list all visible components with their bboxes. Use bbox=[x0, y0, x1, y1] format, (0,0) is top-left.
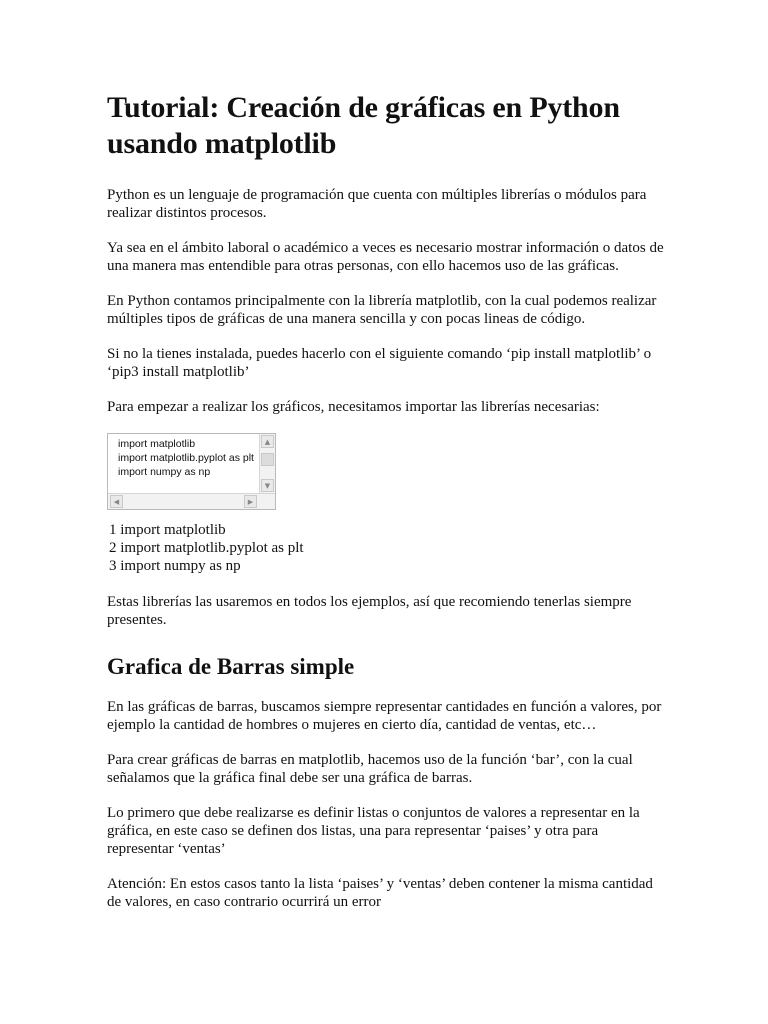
vertical-scrollbar[interactable] bbox=[259, 434, 275, 494]
intro-paragraph-4: Si no la tienes instalada, puedes hacerlo con el siguiente comando ‘pip install matplotlib’ o ‘pip3 install matplotlib’ bbox=[107, 346, 652, 380]
intro-paragraph-3: En Python contamos principalmente con la librería matplotlib, con la cual podemos realizar múltiples tipos de gráficas de una manera sencilla y con pocas lineas de código. bbox=[107, 293, 657, 327]
numbered-code-line: 2 import matplotlib.pyplot as plt bbox=[109, 540, 304, 556]
code-line: import matplotlib bbox=[118, 438, 196, 450]
section-paragraph-3: Lo primero que debe realizarse es definir listas o conjuntos de valores a representar en la gráfica, en este caso se definen dos listas, una para representar ‘paises’ y otra para representar ‘ventas’ bbox=[107, 805, 640, 857]
horizontal-scrollbar[interactable] bbox=[108, 493, 275, 509]
code-line: import matplotlib.pyplot as plt bbox=[118, 452, 254, 464]
code-textbox[interactable] bbox=[107, 433, 276, 510]
section-heading: Grafica de Barras simple bbox=[107, 654, 355, 679]
scroll-right-icon[interactable]: ▶ bbox=[244, 495, 257, 508]
scroll-up-icon[interactable]: ▲ bbox=[261, 435, 274, 448]
document-page bbox=[107, 90, 667, 928]
vertical-scroll-thumb[interactable] bbox=[261, 453, 274, 466]
paragraph-after-code: Estas librerías las usaremos en todos los ejemplos, así que recomiendo tenerlas siempre presentes. bbox=[107, 594, 632, 628]
section-paragraph-1: En las gráficas de barras, buscamos siempre representar cantidades en función a valores, por ejemplo la cantidad de hombres o mujeres en cierto día, cantidad de ventas, etc… bbox=[107, 699, 662, 733]
scroll-down-icon[interactable]: ▼ bbox=[261, 479, 274, 492]
numbered-code-line: 3 import numpy as np bbox=[109, 558, 241, 574]
scroll-left-icon[interactable]: ◀ bbox=[110, 495, 123, 508]
code-textbox-content[interactable] bbox=[118, 437, 254, 479]
numbered-code-listing bbox=[109, 521, 667, 575]
numbered-code-line: 1 import matplotlib bbox=[109, 522, 226, 538]
page-title: Tutorial: Creación de gráficas en Python usando matplotlib bbox=[107, 91, 620, 160]
intro-paragraph-5: Para empezar a realizar los gráficos, necesitamos importar las librerías necesarias: bbox=[107, 399, 600, 415]
section-paragraph-2: Para crear gráficas de barras en matplotlib, hacemos uso de la función ‘bar’, con la cual señalamos que la gráfica final debe ser una gráfica de barras. bbox=[107, 752, 633, 786]
intro-paragraph-2: Ya sea en el ámbito laboral o académico a veces es necesario mostrar información o datos de una manera mas entendible para otras personas, con ello hacemos uso de las gráficas. bbox=[107, 240, 664, 274]
section-paragraph-4: Atención: En estos casos tanto la lista ‘paises’ y ‘ventas’ deben contener la misma cantidad de valores, en caso contrario ocurrirá un error bbox=[107, 876, 653, 910]
intro-paragraph-1: Python es un lenguaje de programación que cuenta con múltiples librerías o módulos para realizar distintos procesos. bbox=[107, 187, 647, 221]
code-line: import numpy as np bbox=[118, 466, 211, 478]
